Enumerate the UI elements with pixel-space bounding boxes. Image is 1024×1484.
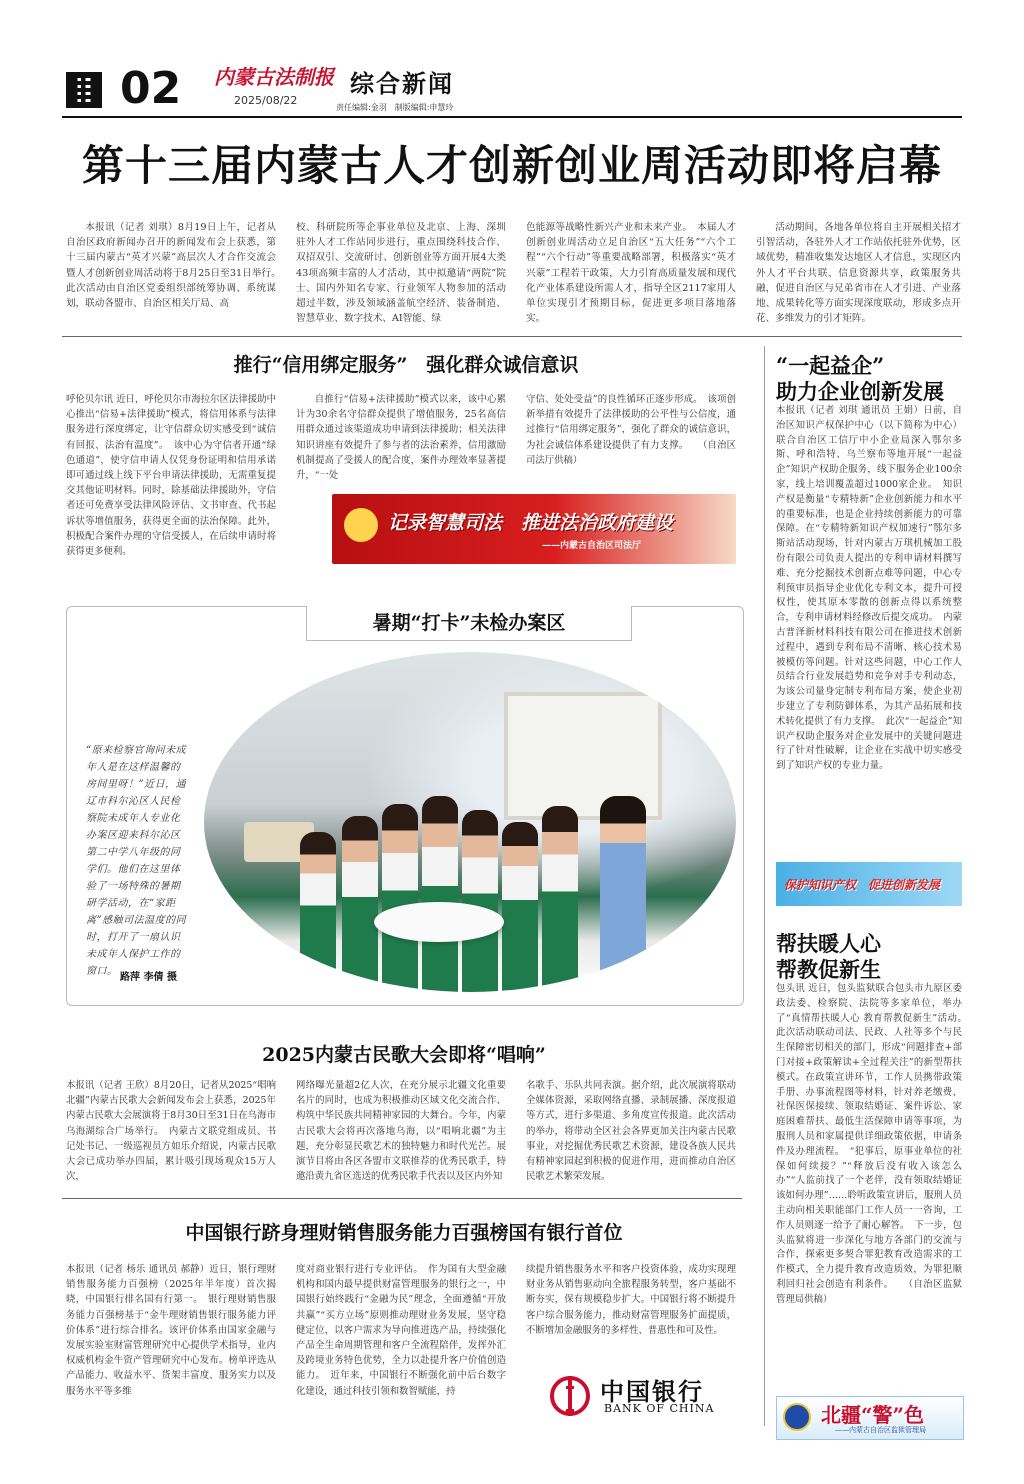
photo-caption: “原来检察官询问未成年人是在这样温馨的房间里呀！”近日，通辽市科尔沁区人民检察院未成年人专业化办案区迎来科尔沁区第二中学八年级的同学们。他们在这里体验了一场特殊的暑期研学活动，在“家距离”感触司法温度的同时，打开了一扇认识未成年人保护工作的窗口。: [86, 745, 187, 977]
lead-column-2: 校、科研院所等企事业单位及北京、上海、深圳驻外人才工作站同步进行，重点围绕科技合作、双招双引、交流研讨、创新创业等方面开展4大类43项高频丰富的人才活动，其中拟邀请“两院”院士、国内外知名专家、行业领军人物参加的活动超过半数，涉及领域涵盖航空经济、装备制造、智慧草业、数字技术、AI智能、绿: [296, 222, 506, 325]
lead-column-4: 活动期间，各地各单位将自主开展相关招才引智活动，各驻外人才工作站依托驻外优势，区域优势，精准收集发达地区人才信息，实现区内外人才平台共联、信息资源共享，政策服务共融，促进自治区与兄弟省市在人才引进、产业落地、成果转化等方面实现深度联动，形成多点开花、多维发力的引才矩阵。: [756, 222, 961, 325]
folk-bottom-rule: [62, 1198, 742, 1199]
judicial-banner-title: 记录智慧司法 推进法治政府建设: [388, 512, 674, 534]
prosecutor-figure: [600, 796, 646, 992]
party-emblem-icon: [344, 508, 378, 542]
boc-logo-icon: [550, 1376, 590, 1416]
folk-column-1: 本报讯（记者 王欣）8月20日，记者从2025“唱响北疆”内蒙古民歌大会新闻发布会上获悉，2025年内蒙古民歌大会展演将于8月30日至31日在乌海市乌海湖综合广场举行。 内蒙古文联党组成员、书记处书记、一级巡视员方如乐介绍说，内蒙古民歌大会已成功举办四届，累计吸引现场观众15万人次，: [66, 1080, 276, 1183]
paper-logo: 内蒙古法制报: [214, 65, 334, 89]
judicial-banner-subtitle: ——内蒙古自治区司法厅: [542, 541, 642, 551]
ip-headline-1: “一起益企”: [776, 353, 885, 378]
student-figure: [300, 832, 336, 992]
editor-credits: 责任编辑:金羽 制版编辑:申慧玲: [336, 103, 454, 112]
photo-credit: 路萍 李倩 摄: [120, 972, 177, 983]
lead-column-1: 本报讯（记者 刘琪）8月19日上午，记者从自治区政府新闻办召开的新闻发布会上获悉，第十三届内蒙古“英才兴蒙”高层次人才合作交流会暨人才创新创业周活动将于8月25日至31日举行。 此次活动由自治区党委组织部统筹协调、系统谋划，联动各盟市、自治区相关厅局、高: [66, 222, 286, 310]
student-visit-photo: [204, 652, 736, 992]
page-number: 02: [120, 63, 182, 114]
boc-logo-block: [546, 1370, 742, 1426]
photo-story-headline: 暑期“打卡”未检办案区: [306, 606, 632, 641]
qr-code-icon: [66, 72, 102, 108]
lead-headline: 第十三届内蒙古人才创新创业周活动即将启幕: [81, 141, 942, 190]
credit-column-3: 守信、处处受益”的良性循环正逐步形成。 该项创新举措有效提升了法律援助的公平性与公信度，通过推行“信用绑定服务”，强化了群众的诚信意识，为社会诚信体系建设提供了有力支撑。 （自治区司法厅供稿）: [526, 394, 736, 466]
masthead-rule: [62, 116, 962, 118]
help-body: 包头讯 近日，包头监狱联合包头市九原区委政法委、检察院、法院等多家单位，举办了“真情帮扶暖人心 教育帮教促新生”活动。 此次活动联动司法、民政、人社等多个与民生保障密切相关的部门，形成“问题排查+部门对接+政策解读+全过程关注”的新型帮扶模式。在政策宣讲环节，工作人员携带政策手册、办事流程图等材料，针对养老缴费、社保医保接续、领取结婚证、案件诉讼、家庭困难帮扶、最低生活保障申请等事项，为服刑人员和家属提供详细政策依据，申请条件及办理流程。 “犯事后，原事业单位的社保如何续接？”“释放后没有收入该怎么办”“人监前找了一个老伴，没有领取结婚证该如何办理”……聆听政策宣讲后，服刑人员主动向相关职能部门工作人员一一咨询，工作人员则逐一给予了耐心解答。 下一步，包头监狱将进一步深化与地方各部门的交流与合作，探索更多契合罪犯教育改造需求的工作模式，全力提升教育改造质效，为罪犯顺利回归社会创造有利条件。 （自治区监狱管理局供稿）: [776, 983, 972, 1305]
section-name: 综合新闻: [350, 69, 454, 98]
boc-logo-en: BANK OF CHINA: [604, 1402, 715, 1415]
folk-column-3: 名歌手、乐队共同表演。据介绍，此次展演将联动全媒体资源，采取网络直播、录制展播、深度报道等方式，进行多渠道、多角度宣传报道。此次活动的举办，将带动全区社会各界更加关注内蒙古民歌事业，对挖掘优秀民歌艺术资源，建设各族人民共有精神家园起到积极的促进作用，进而推动自治区民歌艺术繁荣发展。: [526, 1080, 736, 1183]
ip-headline-2: 助力企业创新发展: [776, 379, 944, 404]
ip-banner: [776, 862, 962, 906]
folk-headline: 2025内蒙古民歌大会即将“唱响”: [262, 1044, 546, 1066]
judicial-banner: [332, 494, 736, 564]
boc-logo-cn: 中国银行: [600, 1377, 704, 1406]
prison-badge: [776, 1396, 964, 1440]
column-divider: [764, 346, 765, 1426]
bank-column-1: 本报讯（记者 杨乐 通讯员 郝静）近日，银行理财销售服务能力百强榜（2025年半年度）首次揭晓，中国银行排名国有行第一。 银行理财销售服务能力百强榜基于“金牛理财销售银行服务能力评价体系”进行综合排名。该评价体系由国家金融与发展实验室财富管理研究中心提供学术指导，业内权威机构金牛资产管理研究中心发布。榜单评选从产品能力、收益水平、货架丰富度、服务实力以及服务水平等多维: [66, 1264, 276, 1397]
help-headline-2: 帮教促新生: [776, 957, 881, 982]
student-figure: [502, 822, 538, 992]
credit-headline: 推行“信用绑定服务” 强化群众诚信意识: [233, 354, 579, 376]
prison-badge-subtitle: ——内蒙古自治区监狱管理局: [835, 1426, 926, 1434]
help-headline-1: 帮扶暖人心: [776, 931, 881, 956]
student-figure: [422, 796, 458, 992]
police-emblem-icon: [783, 1403, 811, 1431]
credit-column-1: 呼伦贝尔讯 近日，呼伦贝尔市海拉尔区法律援助中心推出“信易+法律援助”模式，将信用体系与法律服务进行深度绑定，让守信群众切实感受到“诚信有回报、法治有温度”。 该中心为守信者开通“绿色通道”，使守信申请人仅凭身份证明和信用承诺即可通过线上线下平台申请法律援助，无需重复提交其他证明材料。同时，除基础法律援助外，守信者还可免费享受法律风险评估、文书审查、代书起诉状等增值服务，获得更全面的法治保障。此外，积极配合案件办理的守信受援人，在后续申请时将获得更多便利。: [66, 394, 276, 558]
student-figure: [542, 806, 578, 992]
lead-column-3: 色能源等战略性新兴产业和未来产业。 本届人才创新创业周活动立足自治区“五大任务”“六个工程”“六个行动”等重要战略部署，积极落实“英才兴蒙”工程若干政策，大力引育高质量发展和现代化产业体系建设所需人才，指导全区2117家用人单位实现引才预期目标，促进更多项目落地落实。: [526, 222, 736, 325]
prison-badge-title: 北疆“警”色: [821, 1403, 925, 1427]
issue-date: 2025/08/22: [234, 94, 298, 107]
ip-banner-text: 保护知识产权 促进创新发展: [784, 878, 941, 892]
student-figure: [382, 804, 418, 992]
folk-column-2: 网络曝光量超2亿人次，在充分展示北疆文化重要名片的同时，也成为积极推动区域文化交流合作、构筑中华民族共同精神家园的大舞台。今年，内蒙古民歌大会将再次落地乌海，以“唱响北疆”为主题，充分彰显民歌艺术的独特魅力和时代光芒。展演节目将由各区各盟市文联推荐的优秀民歌手，特邀沿黄九省区选送的优秀民歌手代表以及区内外知: [296, 1080, 506, 1183]
bank-headline: 中国银行跻身理财销售服务能力百强榜国有银行首位: [185, 1222, 623, 1244]
ip-body: 本报讯（记者 刘琪 通讯员 王娟）日前，自治区知识产权保护中心（以下简称为中心）联合自治区工信厅中小企业局深入鄂尔多斯、呼和浩特、乌兰察布等地开展“一起益企”知识产权助企服务，线下服务企业100余家，线上培训覆盖超过1000家企业。 知识产权是衡量“专精特新”企业创新能力和水平的重要标准，也是企业持续创新能力的可靠保障。在“专精特新知识产权加速行”鄂尔多斯站活动现场，针对内蒙古万琪机械加工股份有限公司负责人提出的专利申请材料撰写难、充分挖掘技术创新点难等问题，中心专利预审员指导企业优化专利文本，提升可授权性，使其原本零散的创新点得以系统整合，专利申请材料经修改后提交成功。 内蒙古普泽新材料科技有限公司在推进技术创新过程中，遇到专利布局不清晰、核心技术易被模仿等问题。针对这些问题，中心工作人员结合行业发展趋势和竞争对手专利动态，为该公司量身定制专利布局方案，使企业初步建立了专利防御体系，为其产品拓展和技术转化提供了有力支撑。 此次“一起益企”知识产权助企服务对企业发展中的关键问题进行了针对性破解，让企业在实战中切实感受到了知识产权的专业力量。: [776, 405, 962, 772]
credit-column-2: 自推行“信易+法律援助”模式以来，该中心累计为30余名守信群众提供了增值服务，25名高信用群众通过该渠道成功申请到法律援助；相关法律知识讲座有效提升了参与者的法治素养，信用激励机制提高了受援人的配合度，案件办理效率显著提升，“一处: [296, 394, 506, 482]
bank-column-3: 续提升销售服务水平和客户投资体验，成功实现理财业务从销售驱动向全旅程服务转型，客户基础不断夯实，保有规模稳步扩大。中国银行将不断提升客户综合服务能力，推动财富管理服务扩面提质，不断增加金融服务的多样性、普惠性和可及性。: [526, 1264, 736, 1336]
lead-bottom-rule: [62, 336, 962, 337]
student-figure: [462, 810, 498, 992]
student-figure: [342, 816, 378, 992]
bank-column-2: 度对商业银行进行专业评估。 作为国有大型金融机构和国内最早提供财富管理服务的银行之一，中国银行始终践行“金融为民”理念，全面遵循“开放共赢”“买方立场”原则推动理财业务发展，坚守稳健定位，以客户需求为导向推进选产品，持续强化产品全生命周期管理和客户全流程陪伴，发挥外汇及跨境业务特色优势，全力以赴提升客户价值创造能力。 近年来，中国银行不断强化前中后台数字化建设，通过科技引领和数智赋能，持: [296, 1264, 506, 1397]
round-table: [374, 902, 504, 942]
